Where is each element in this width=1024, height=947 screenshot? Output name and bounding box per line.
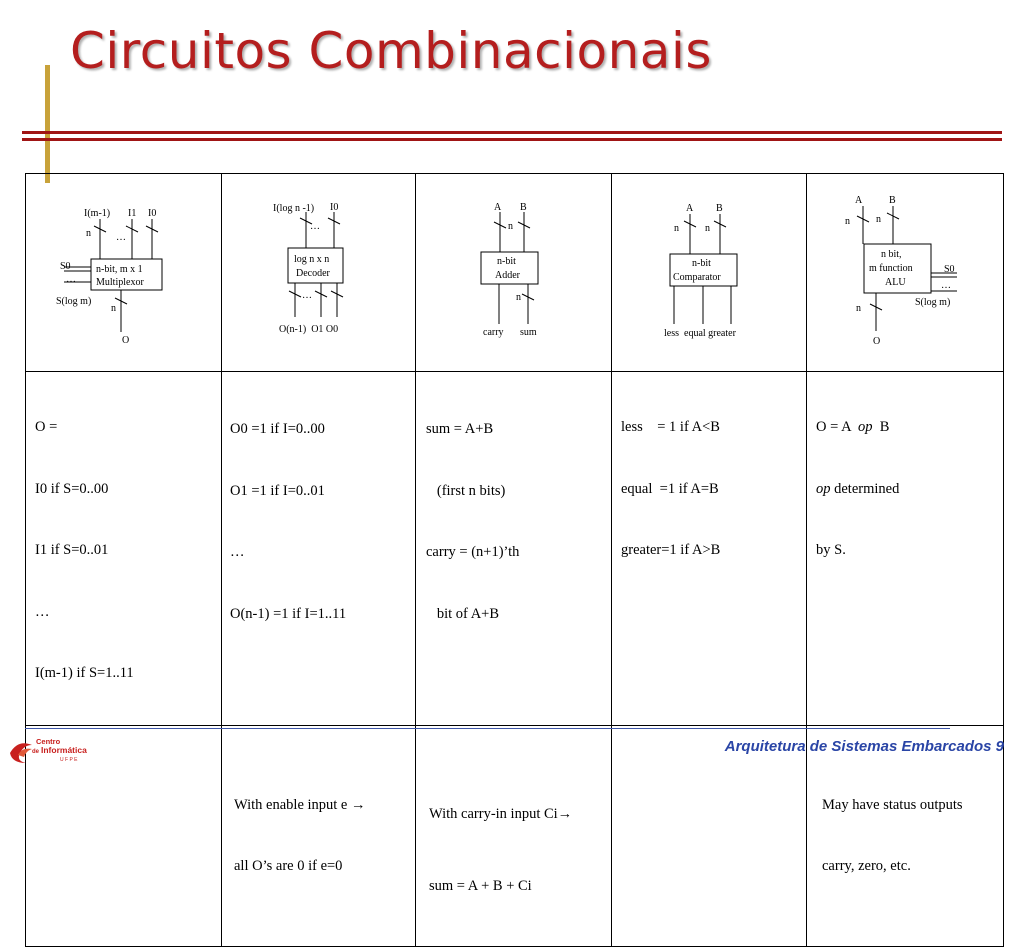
adder-extension bbox=[416, 725, 612, 946]
mux-input-ellipsis: … bbox=[116, 232, 126, 243]
adder-box-line1: n-bit bbox=[497, 256, 516, 267]
slide-title: Circuitos Combinacionais bbox=[70, 22, 712, 80]
title-accent-bar bbox=[45, 65, 50, 183]
decoder-desc-line: O1 =1 if I=0..01 bbox=[230, 482, 325, 499]
alu-box-line2: m function bbox=[869, 263, 913, 274]
comparator-input-a-label: A bbox=[686, 203, 694, 214]
decoder-description bbox=[222, 372, 416, 726]
decoder-extension bbox=[222, 725, 416, 946]
alu-output-label: O bbox=[873, 336, 881, 347]
adder-desc-line: carry = (n+1)’th bbox=[426, 544, 520, 560]
adder-cell bbox=[416, 174, 612, 372]
logo-mark-icon bbox=[10, 743, 32, 763]
alu-box-line1: n bit, bbox=[881, 249, 902, 260]
alu-ext-line: May have status outputs bbox=[822, 796, 963, 813]
decoder-input-0-label: I0 bbox=[330, 202, 339, 213]
comparator-cell bbox=[612, 174, 807, 372]
mux-input-1-label: I1 bbox=[128, 208, 137, 219]
comparator-extension bbox=[612, 725, 807, 946]
decoder-box-line2: Decoder bbox=[296, 268, 330, 279]
components-table bbox=[25, 173, 1004, 947]
alu-width-b-label: n bbox=[876, 214, 881, 225]
adder-description bbox=[416, 372, 612, 726]
adder-desc-line: bit of A+B bbox=[426, 605, 500, 622]
adder-carry-label: carry bbox=[483, 327, 504, 338]
mux-output-width-label: n bbox=[111, 303, 116, 314]
adder-width-label: n bbox=[508, 221, 513, 232]
comparator-width-a-label: n bbox=[674, 223, 679, 234]
decoder-desc-line: … bbox=[230, 544, 245, 560]
comparator-description bbox=[612, 372, 807, 726]
mux-box-line1: n-bit, m x 1 bbox=[96, 264, 143, 275]
alu-diagram bbox=[807, 174, 1003, 371]
mux-input-m1-label: I(m-1) bbox=[84, 208, 111, 219]
comparator-box-line2: Comparator bbox=[673, 272, 721, 283]
alu-output-width-label: n bbox=[856, 303, 861, 314]
decoder-desc-line: O0 =1 if I=0..00 bbox=[230, 421, 325, 437]
mux-desc-line: I(m-1) if S=1..11 bbox=[35, 665, 134, 681]
alu-cell bbox=[807, 174, 1004, 372]
mux-output-label: O bbox=[122, 335, 130, 346]
decoder-ext-line: all O’s are 0 if e=0 bbox=[234, 858, 343, 874]
logo-text-ufpe: U F P E bbox=[60, 757, 78, 763]
comparator-outputs-label: less equal greater bbox=[664, 328, 736, 339]
decoder-diagram bbox=[222, 174, 415, 371]
mux-desc-line: O = bbox=[35, 419, 58, 435]
comparator-desc-line: equal =1 if A=B bbox=[621, 480, 719, 497]
adder-input-b-label: B bbox=[520, 202, 527, 213]
logo-text-informatica: Informática bbox=[41, 745, 87, 755]
decoder-output-ellipsis: … bbox=[302, 290, 312, 301]
extension-row bbox=[26, 725, 1004, 946]
alu-input-b-label: B bbox=[889, 195, 896, 206]
comparator-diagram bbox=[612, 174, 806, 371]
mux-box-line2: Multiplexor bbox=[96, 277, 144, 288]
mux-select-slogm-label: S(log m) bbox=[56, 296, 92, 307]
adder-desc-line: sum = A+B bbox=[426, 421, 494, 437]
multiplexor-diagram bbox=[26, 174, 221, 371]
adder-output-width-label: n bbox=[516, 292, 521, 303]
comparator-width-b-label: n bbox=[705, 223, 710, 234]
mux-cell bbox=[26, 174, 222, 372]
alu-desc-line bbox=[816, 417, 1003, 438]
footer-course-page: Arquitetura de Sistemas Embarcados 9 bbox=[724, 738, 1004, 755]
alu-desc-line: by S. bbox=[816, 542, 846, 558]
footer-divider bbox=[25, 728, 950, 729]
mux-select-s0-label: S0 bbox=[60, 261, 71, 272]
alu-description bbox=[807, 372, 1004, 726]
mux-width-label: n bbox=[86, 228, 91, 239]
mux-desc-line: I0 if S=0..00 bbox=[35, 480, 109, 497]
comparator-input-b-label: B bbox=[716, 203, 723, 214]
mux-input-0-label: I0 bbox=[148, 208, 157, 219]
mux-desc-line: … bbox=[35, 603, 50, 620]
comparator-box-line1: n-bit bbox=[692, 258, 711, 269]
alu-select-ellipsis: … bbox=[941, 280, 951, 291]
alu-desc-line: op determined bbox=[816, 480, 900, 497]
alu-input-a-label: A bbox=[855, 195, 863, 206]
adder-desc-line: (first n bits) bbox=[426, 482, 506, 499]
alu-desc-formula: O = A op B bbox=[816, 419, 890, 435]
decoder-desc-line: O(n-1) =1 if I=1..11 bbox=[230, 605, 347, 622]
adder-input-a-label: A bbox=[494, 202, 502, 213]
decoder-box-line1: log n x n bbox=[294, 254, 330, 265]
decoder-cell bbox=[222, 174, 416, 372]
adder-box-line2: Adder bbox=[495, 270, 520, 281]
mux-desc-line: I1 if S=0..01 bbox=[35, 542, 109, 558]
comparator-desc-line: less = 1 if A<B bbox=[621, 419, 720, 435]
mux-description bbox=[26, 372, 222, 726]
mux-select-ellipsis: … bbox=[66, 274, 76, 285]
adder-ext-line: sum = A + B + Ci bbox=[429, 877, 532, 894]
decoder-input-high-label: I(log n -1) bbox=[273, 203, 315, 214]
diagram-row bbox=[26, 174, 1004, 372]
alu-select-s0-label: S0 bbox=[944, 264, 955, 275]
title-divider-top bbox=[22, 131, 1002, 134]
logo-text-de: de bbox=[32, 749, 40, 755]
alu-box-line3: ALU bbox=[885, 277, 906, 288]
decoder-ext-line: With enable input e → bbox=[234, 796, 366, 813]
alu-ext-line: carry, zero, etc. bbox=[822, 858, 911, 874]
alu-width-a-label: n bbox=[845, 216, 850, 227]
comparator-desc-line: greater=1 if A>B bbox=[621, 542, 721, 558]
title-divider-bottom bbox=[22, 138, 1002, 141]
adder-sum-label: sum bbox=[520, 327, 537, 338]
logo-text-centro: Centro bbox=[36, 737, 61, 746]
cin-logo bbox=[6, 733, 101, 767]
description-row bbox=[26, 372, 1004, 726]
adder-diagram bbox=[416, 174, 611, 371]
alu-select-slogm-label: S(log m) bbox=[915, 297, 951, 308]
adder-ext-line: With carry-in input Ci→ bbox=[429, 805, 573, 822]
alu-extension bbox=[807, 725, 1004, 946]
decoder-outputs-label: O(n-1) O1 O0 bbox=[279, 324, 339, 335]
decoder-input-ellipsis: … bbox=[310, 221, 320, 232]
